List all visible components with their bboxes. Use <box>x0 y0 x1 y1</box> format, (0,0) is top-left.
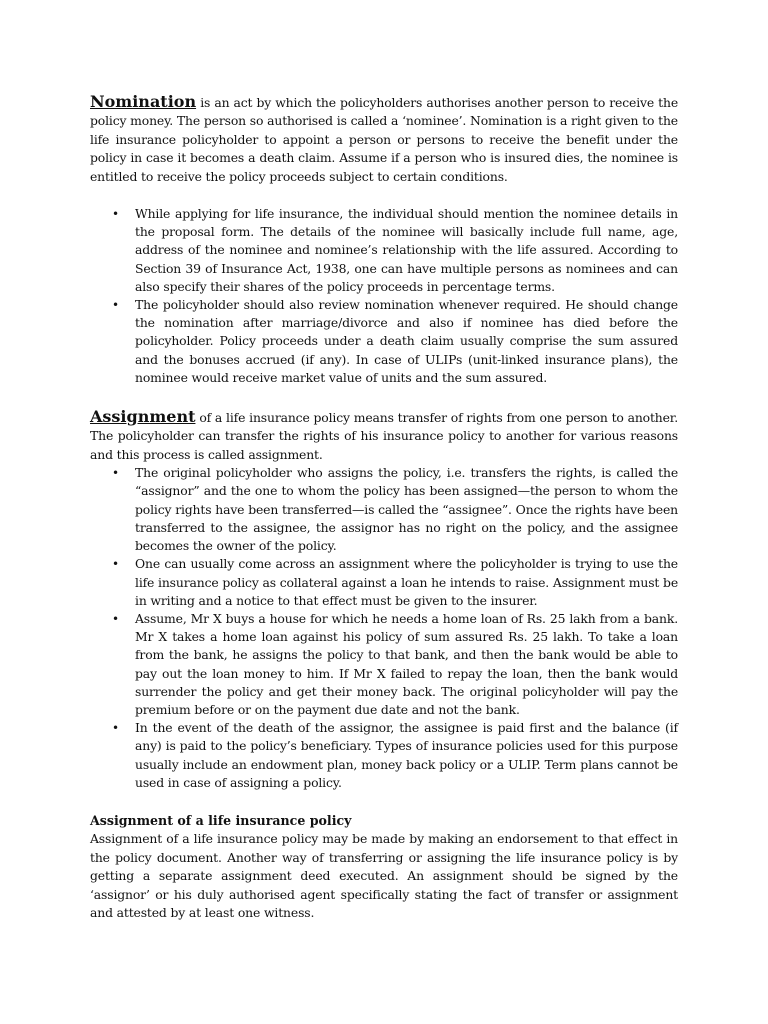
list-item <box>90 610 678 719</box>
list-item-text: In the event of the death of the assignor, the assignee is paid first and the balance (if any) is paid to the policy’s beneficiary. Types of insurance policies used for this purpose usually include an endowment plan, money back policy or a ULIP. Term plans cannot be used in case of assigning a policy. <box>135 720 678 790</box>
assignment-paragraph <box>90 408 678 464</box>
assignment-term: Assignment <box>90 407 196 427</box>
list-item-text: While applying for life insurance, the individual should mention the nominee details in the proposal form. The details of the nominee will basically include full name, age, address of the nominee and nominee’s relationship with the life assured. According to Section 39 of Insurance Act, 1938, one can have multiple persons as nominees and can also specify their shares of the policy proceeds in percentage terms. <box>135 206 678 294</box>
nomination-bullet-list <box>90 205 678 387</box>
list-item <box>90 296 678 387</box>
bullet-icon: • <box>112 207 119 222</box>
section-heading: Assignment of a life insurance policy <box>90 812 352 828</box>
list-item <box>90 719 678 792</box>
bullet-icon: • <box>112 298 119 313</box>
assignment-intro: of a life insurance policy means transfer of rights from one person to another. The policyholder can transfer the rights of his insurance policy to another for various reasons and this process is called assignment. <box>90 410 678 462</box>
bullet-icon: • <box>112 466 119 481</box>
list-item <box>90 555 678 610</box>
list-item <box>90 464 678 555</box>
assignment-policy-paragraph: Assignment of a life insurance policy may be made by making an endorsement to that effect in the policy document. Another way of transferring or assigning the life insurance policy is by getting a separate assignment deed executed. An assignment should be signed by the ‘assignor’ or his duly authorised agent specifically stating the fact of transfer or assignment and attested by at least one witness. <box>90 831 678 920</box>
list-item-text: The policyholder should also review nomination whenever required. He should change the nomination after marriage/divorce and also if nominee has died before the policyholder. Policy proceeds under a death claim usually comprise the sum assured and the bonuses accrued (if any). In case of ULIPs (unit-linked insurance plans), the nominee would receive market value of units and the sum assured. <box>135 297 678 385</box>
assignment-policy-section <box>90 812 678 922</box>
list-item-text: One can usually come across an assignment where the policyholder is trying to use the life insurance policy as collateral against a loan he intends to raise. Assignment must be in writing and a notice to that effect must be given to the insurer. <box>135 556 678 608</box>
assignment-bullet-list <box>90 464 678 792</box>
list-item-text: Assume, Mr X buys a house for which he needs a home loan of Rs. 25 lakh from a bank. Mr X takes a home loan against his policy of sum assured Rs. 25 lakh. To take a loan from the bank, he assigns the policy to that bank, and then the bank would be able to pay out the loan money to him. If Mr X failed to repay the loan, then the bank would surrender the policy and get their money back. The original policyholder will pay the premium before or on the payment due date and not the bank. <box>135 610 678 717</box>
list-item-text: The original policyholder who assigns the policy, i.e. transfers the rights, is called the “assignor” and the one to whom the policy has been assigned—the person to whom the policy rights have been transferred—is called the “assignee”. Once the rights have been transferred to the assignee, the assignor has no right on the policy, and the assignee becomes the owner of the policy. <box>135 465 678 554</box>
bullet-icon: • <box>112 611 119 626</box>
nomination-intro: is an act by which the policyholders authorises another person to receive the policy money. The person so authorised is called a ‘nominee’. Nomination is a right given to the life insurance policyholder to appoint a person or persons to receive the benefit under the policy in case it becomes a death claim. Assume if a person who is insured dies, the nominee is entitled to receive the policy proceeds subject to certain conditions. <box>90 95 678 184</box>
assignment-section <box>90 408 678 792</box>
nomination-section <box>90 93 678 387</box>
list-item <box>90 205 678 296</box>
nomination-paragraph <box>90 93 678 186</box>
bullet-icon: • <box>112 721 119 736</box>
document-page <box>90 93 678 922</box>
bullet-icon: • <box>112 557 119 572</box>
nomination-term: Nomination <box>90 92 197 111</box>
